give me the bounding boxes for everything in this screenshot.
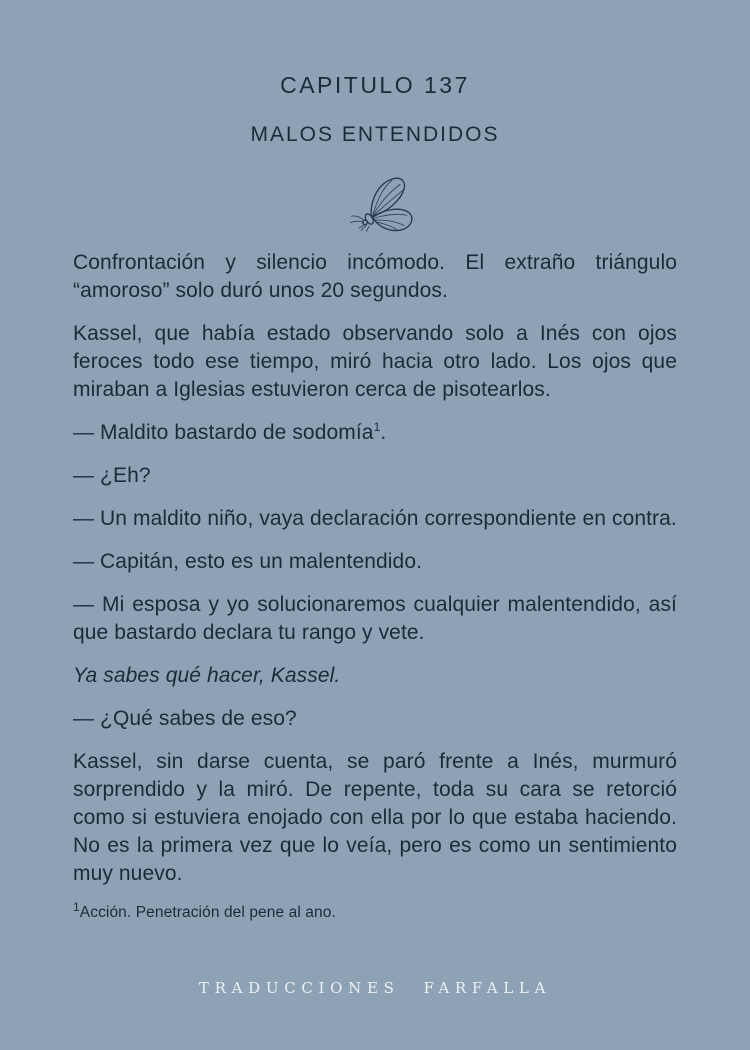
chapter-body bbox=[73, 249, 677, 923]
paragraph-dialogue: — Un maldito niño, vaya declaración correspondiente en contra. bbox=[73, 506, 677, 530]
dialogue-text-end: . bbox=[380, 420, 387, 444]
ornament-container bbox=[73, 173, 677, 233]
butterfly-icon bbox=[344, 173, 434, 235]
paragraph-narration: Confrontación y silencio incómodo. El extraño triángulo “amoroso” solo duró unos 20 segundos. bbox=[73, 250, 677, 302]
paragraph-dialogue: — ¿Qué sabes de eso? bbox=[73, 706, 297, 730]
paragraph-dialogue: — Mi esposa y yo solucionaremos cualquier malentendido, así que bastardo declara tu rango y vete. bbox=[73, 592, 677, 644]
dialogue-text: — Maldito bastardo de sodomía bbox=[73, 420, 374, 444]
chapter-title: MALOS ENTENDIDOS bbox=[250, 122, 500, 146]
paragraph-dialogue-with-footnote bbox=[73, 419, 677, 447]
paragraph-narration: Kassel, que había estado observando solo a Inés con ojos feroces todo ese tiempo, miró hacia otro lado. Los ojos que miraban a Iglesias estuvieron cerca de pisotearlos. bbox=[73, 321, 677, 401]
footnote-text: Acción. Penetración del pene al ano. bbox=[79, 903, 336, 921]
paragraph-dialogue: — Capitán, esto es un malentendido. bbox=[73, 549, 423, 573]
footnote bbox=[73, 899, 677, 923]
paragraph-inner-thought: Ya sabes qué hacer, Kassel. bbox=[73, 663, 341, 687]
footnote-reference: 1 bbox=[373, 419, 381, 434]
paragraph-dialogue: — ¿Eh? bbox=[73, 463, 151, 487]
translator-credit: TRADUCCIONES FARFALLA bbox=[198, 979, 552, 997]
chapter-number: CAPITULO 137 bbox=[280, 72, 470, 98]
paragraph-narration: Kassel, sin darse cuenta, se paró frente a Inés, murmuró sorprendido y la miró. De repente, toda su cara se retorció como si estuviera enojado con ella por lo que estaba haciendo. No es la primera vez que lo veía, pero es como un sentimiento muy nuevo. bbox=[73, 749, 677, 885]
footnote-marker: 1 bbox=[73, 899, 80, 914]
